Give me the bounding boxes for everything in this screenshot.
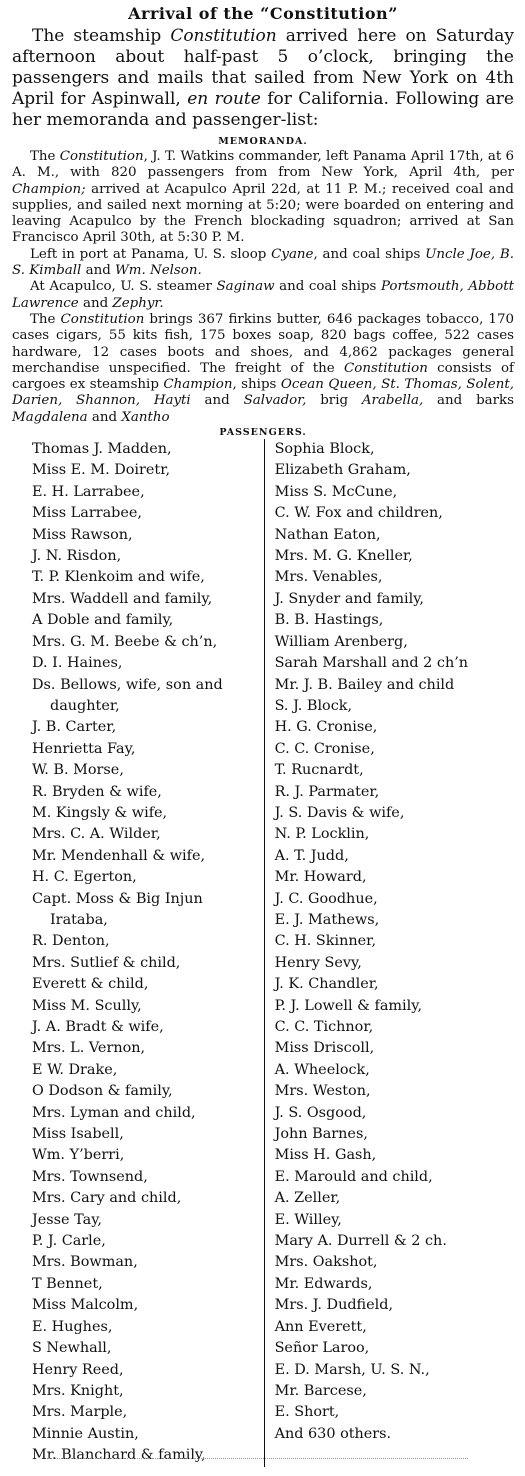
passenger-entry: A. Zeller, xyxy=(274,1190,341,1207)
footer-rule xyxy=(48,1458,468,1461)
passenger-entry: Mr. Edwards, xyxy=(274,1275,373,1292)
passenger-entry: Miss Larrabee, xyxy=(32,505,142,522)
passenger-entry: C. W. Fox and children, xyxy=(274,505,443,522)
memoranda-italic-text: Cyane xyxy=(271,246,314,262)
passenger-entry: Mr. Blanchard & family, xyxy=(32,1447,206,1464)
passenger-entry: J. B. Carter, xyxy=(32,719,117,736)
passenger-entry: Everett & child, xyxy=(32,976,149,993)
passenger-entry: Mrs. L. Vernon, xyxy=(32,1040,146,1057)
memoranda-text: At Acapulco, U. S. steamer xyxy=(30,279,217,295)
memoranda-text: , and coal ships xyxy=(313,246,426,262)
passenger-entry: T. Rucnardt, xyxy=(274,762,364,779)
passenger-entry: Miss Malcolm, xyxy=(32,1297,139,1314)
passenger-entry: Mrs. Bowman, xyxy=(32,1254,138,1271)
passenger-entry: J. Snyder and family, xyxy=(274,590,424,607)
article-headline: Arrival of the “Constitution” xyxy=(128,4,398,23)
memoranda-paragraph xyxy=(12,247,514,280)
memoranda-italic-text: Champion xyxy=(163,377,233,393)
intro-paragraph xyxy=(12,26,514,131)
passenger-entry: William Arenberg, xyxy=(274,633,408,650)
passenger-entry: J. K. Chandler, xyxy=(274,976,379,993)
intro-text-1: The steamship xyxy=(32,26,171,46)
memoranda-italic-text: Constitution xyxy=(344,360,428,376)
memoranda-italic-text: Zephyr. xyxy=(112,295,164,311)
passenger-entry: Sarah Marshall and 2 ch’n xyxy=(274,655,469,672)
passenger-entry: P. J. Carle, xyxy=(32,1233,106,1250)
passenger-entry: Mr. Mendenhall & wife, xyxy=(32,847,206,864)
intro-text-3: for California. Following are her memoranda and passenger-list: xyxy=(12,89,514,130)
passenger-entry: E. Marould and child, xyxy=(274,1168,433,1185)
passenger-entry: Mrs. G. M. Beebe & ch’n, xyxy=(32,633,218,650)
memoranda-text: and xyxy=(87,409,122,425)
passenger-entry: Capt. Moss & Big Injun xyxy=(32,890,203,907)
passenger-entry: Henrietta Fay, xyxy=(32,740,136,757)
passenger-entry: J. S. Davis & wife, xyxy=(274,804,405,821)
passenger-entry: C. C. Tichnor, xyxy=(274,1019,374,1036)
memoranda-italic-text: Magdalena xyxy=(12,409,88,425)
intro-ship-name: Constitution xyxy=(170,26,277,46)
passenger-entry: T Bennet, xyxy=(32,1275,103,1292)
memoranda-text: consists of cargoes ex steamship xyxy=(12,360,514,393)
passenger-entry: Mrs. Cary and child, xyxy=(32,1190,182,1207)
memoranda-italic-text: Arabella, xyxy=(361,393,424,409)
memoranda-text: brig xyxy=(306,393,362,409)
memoranda-text: and xyxy=(81,263,116,279)
passenger-entry: H. G. Cronise, xyxy=(274,719,378,736)
passenger-column-right xyxy=(265,439,514,1467)
memoranda-text: , J. T. Watkins commander, left Panama April 17th, at 6 A. M., with 820 passengers from from New York, April 4th, per xyxy=(12,149,514,181)
passenger-entry: Henry Sevy, xyxy=(274,954,362,971)
passenger-entry: J. A. Bradt & wife, xyxy=(32,1019,164,1036)
passenger-entry: daughter, xyxy=(50,697,120,714)
passenger-entry: Miss Isabell, xyxy=(32,1126,124,1143)
passenger-entry: E. Hughes, xyxy=(32,1318,113,1335)
memoranda-italic-text: Constitution xyxy=(59,149,144,164)
passenger-column-left xyxy=(12,439,265,1467)
memoranda-text: and barks xyxy=(423,393,515,409)
memoranda-italic-text: Saginaw xyxy=(216,279,275,295)
passenger-entry: Mr. J. B. Bailey and child xyxy=(274,676,455,693)
passenger-entry: Mrs. Lyman and child, xyxy=(32,1104,196,1121)
memoranda-italic-text: Uncle Joe, B. S. Kimball xyxy=(12,246,514,279)
passenger-entry: R. Bryden & wife, xyxy=(32,783,162,800)
memoranda-text: arrived at Acapulco April 22d, at 11 P. M.; received coal and supplies, and sailed next morning at 5:20; were boarded on entering and leaving Acapulco by the French blockading squadron; arrived at San Francisco April 30th, at 5:30 P. M. xyxy=(12,181,514,246)
passenger-entry: E W. Drake, xyxy=(32,1061,118,1078)
passenger-entry: Ann Everett, xyxy=(274,1318,367,1335)
passenger-entry: John Barnes, xyxy=(274,1126,368,1143)
passenger-entry: Miss S. McCune, xyxy=(274,483,398,500)
passenger-entry: W. B. Morse, xyxy=(32,762,124,779)
memoranda-text: and xyxy=(78,295,113,311)
passenger-entry: Nathan Eaton, xyxy=(274,526,381,543)
passenger-entry: Ds. Bellows, wife, son and xyxy=(32,676,223,693)
passenger-entry: N. P. Locklin, xyxy=(274,826,370,843)
passenger-entry: Mrs. Sutlief & child, xyxy=(32,954,181,971)
passenger-entry: Mrs. Venables, xyxy=(274,569,383,586)
passenger-entry: Mrs. J. Dudfield, xyxy=(274,1297,394,1314)
memoranda-text: and xyxy=(190,393,244,409)
passenger-entry: Mary A. Durrell & 2 ch. xyxy=(274,1233,447,1250)
passenger-entry: Sophia Block, xyxy=(274,441,375,458)
passenger-entry: Mrs. Marple, xyxy=(32,1404,128,1421)
passenger-entry: E. Willey, xyxy=(274,1211,342,1228)
passenger-entry: J. S. Osgood, xyxy=(274,1104,367,1121)
passenger-entry: E. D. Marsh, U. S. N., xyxy=(274,1361,430,1378)
passenger-entry: Minnie Austin, xyxy=(32,1425,139,1442)
passenger-entry: Mrs. Weston, xyxy=(274,1083,371,1100)
passenger-entry: A. Wheelock, xyxy=(274,1061,370,1078)
memoranda-italic-text: Portsmouth, Abbott Lawrence xyxy=(12,279,514,311)
passenger-entry: S Newhall, xyxy=(32,1340,112,1357)
memoranda-italic-text: Salvador, xyxy=(243,393,307,409)
memoranda-text: Left in port at Panama, U. S. sloop xyxy=(30,246,272,262)
intro-text-2: arrived here on Saturday afternoon about half-past 5 o’clock, bringing the passengers and mails that sailed from New York on 4th April for Aspinwall, xyxy=(12,26,514,109)
passenger-entry: E. J. Mathews, xyxy=(274,911,380,928)
intro-en-route: en route xyxy=(187,89,261,109)
passenger-entry: Señor Laroo, xyxy=(274,1340,370,1357)
passenger-entry: H. C. Egerton, xyxy=(32,869,137,886)
passenger-entry: E. Short, xyxy=(274,1404,340,1421)
passenger-entry: Jesse Tay, xyxy=(32,1211,102,1228)
passenger-entry: Mrs. Oakshot, xyxy=(274,1254,378,1271)
memoranda-text: The xyxy=(30,149,60,164)
passenger-entry: Mrs. Knight, xyxy=(32,1382,124,1399)
passenger-entry: P. J. Lowell & family, xyxy=(274,997,423,1014)
passenger-entry: O Dodson & family, xyxy=(32,1083,173,1100)
memoranda-text: The xyxy=(30,311,61,327)
passengers-heading: PASSENGERS. xyxy=(219,427,307,439)
memoranda-text: , ships xyxy=(232,377,281,393)
passenger-entry: R. Denton, xyxy=(32,933,110,950)
passenger-entry: R. J. Parmater, xyxy=(274,783,380,800)
passenger-entry: Thomas J. Madden, xyxy=(32,441,172,458)
memoranda-italic-text: Xantho xyxy=(121,409,170,425)
passenger-entry: J. C. Goodhue, xyxy=(274,890,378,907)
passenger-entry: Miss Driscoll, xyxy=(274,1040,375,1057)
passenger-entry: Miss H. Gash, xyxy=(274,1147,377,1164)
memoranda-heading: MEMORANDA. xyxy=(218,136,308,147)
passenger-entry: Henry Reed, xyxy=(32,1361,124,1378)
passenger-entry: D. I. Haines, xyxy=(32,655,123,672)
memoranda-paragraph xyxy=(12,312,514,426)
memoranda-text: brings 367 firkins butter, 646 packages tobacco, 170 cases cigars, 55 kits fish, 175 boxes soap, 820 bags coffee, 522 cases hardware, 12 cases boots and shoes, and 4,862 packages general merchandise unspecified. The freight of the xyxy=(12,311,514,376)
passenger-entry: C. H. Skinner, xyxy=(274,933,377,950)
memoranda-italic-text: Champion; xyxy=(12,181,86,197)
passenger-list xyxy=(12,439,514,1467)
passenger-entry: M. Kingsly & wife, xyxy=(32,804,168,821)
passenger-entry: Irataba, xyxy=(50,911,108,928)
passenger-entry: And 630 others. xyxy=(274,1425,392,1442)
passenger-entry: A Doble and family, xyxy=(32,612,174,629)
newspaper-article xyxy=(12,4,514,1467)
passenger-entry: Wm. Y’berri, xyxy=(32,1147,125,1164)
memoranda-italic-text: Wm. Nelson. xyxy=(115,263,202,279)
memoranda-section xyxy=(12,149,514,426)
passenger-entry: B. B. Hastings, xyxy=(274,612,384,629)
passenger-entry: Mrs. Townsend, xyxy=(32,1168,148,1185)
memoranda-italic-text: Constitution xyxy=(60,311,145,327)
passenger-entry: S. J. Block, xyxy=(274,697,353,714)
passenger-entry: Elizabeth Graham, xyxy=(274,462,411,479)
passenger-entry: Mrs. M. G. Kneller, xyxy=(274,548,413,565)
passenger-entry: E. H. Larrabee, xyxy=(32,483,145,500)
passenger-entry: A. T. Judd, xyxy=(274,847,349,864)
passenger-entry: Mrs. C. A. Wilder, xyxy=(32,826,161,843)
passenger-entry: Miss Rawson, xyxy=(32,526,133,543)
passenger-entry: Miss M. Scully, xyxy=(32,997,142,1014)
passenger-entry: T. P. Klenkoim and wife, xyxy=(32,569,205,586)
memoranda-paragraph xyxy=(12,149,514,247)
passenger-entry: Mr. Barcese, xyxy=(274,1382,367,1399)
memoranda-italic-text: Ocean Queen, St. Thomas, Solent, Darien, Shannon, Hayti xyxy=(12,377,514,409)
passenger-entry: Miss E. M. Doiretr, xyxy=(32,462,171,479)
passenger-entry: C. C. Cronise, xyxy=(274,740,375,757)
passenger-entry: Mr. Howard, xyxy=(274,869,367,886)
passenger-entry: Mrs. Waddell and family, xyxy=(32,590,213,607)
passenger-entry: J. N. Risdon, xyxy=(32,548,122,565)
memoranda-paragraph xyxy=(12,279,514,312)
memoranda-text: and coal ships xyxy=(274,279,381,295)
